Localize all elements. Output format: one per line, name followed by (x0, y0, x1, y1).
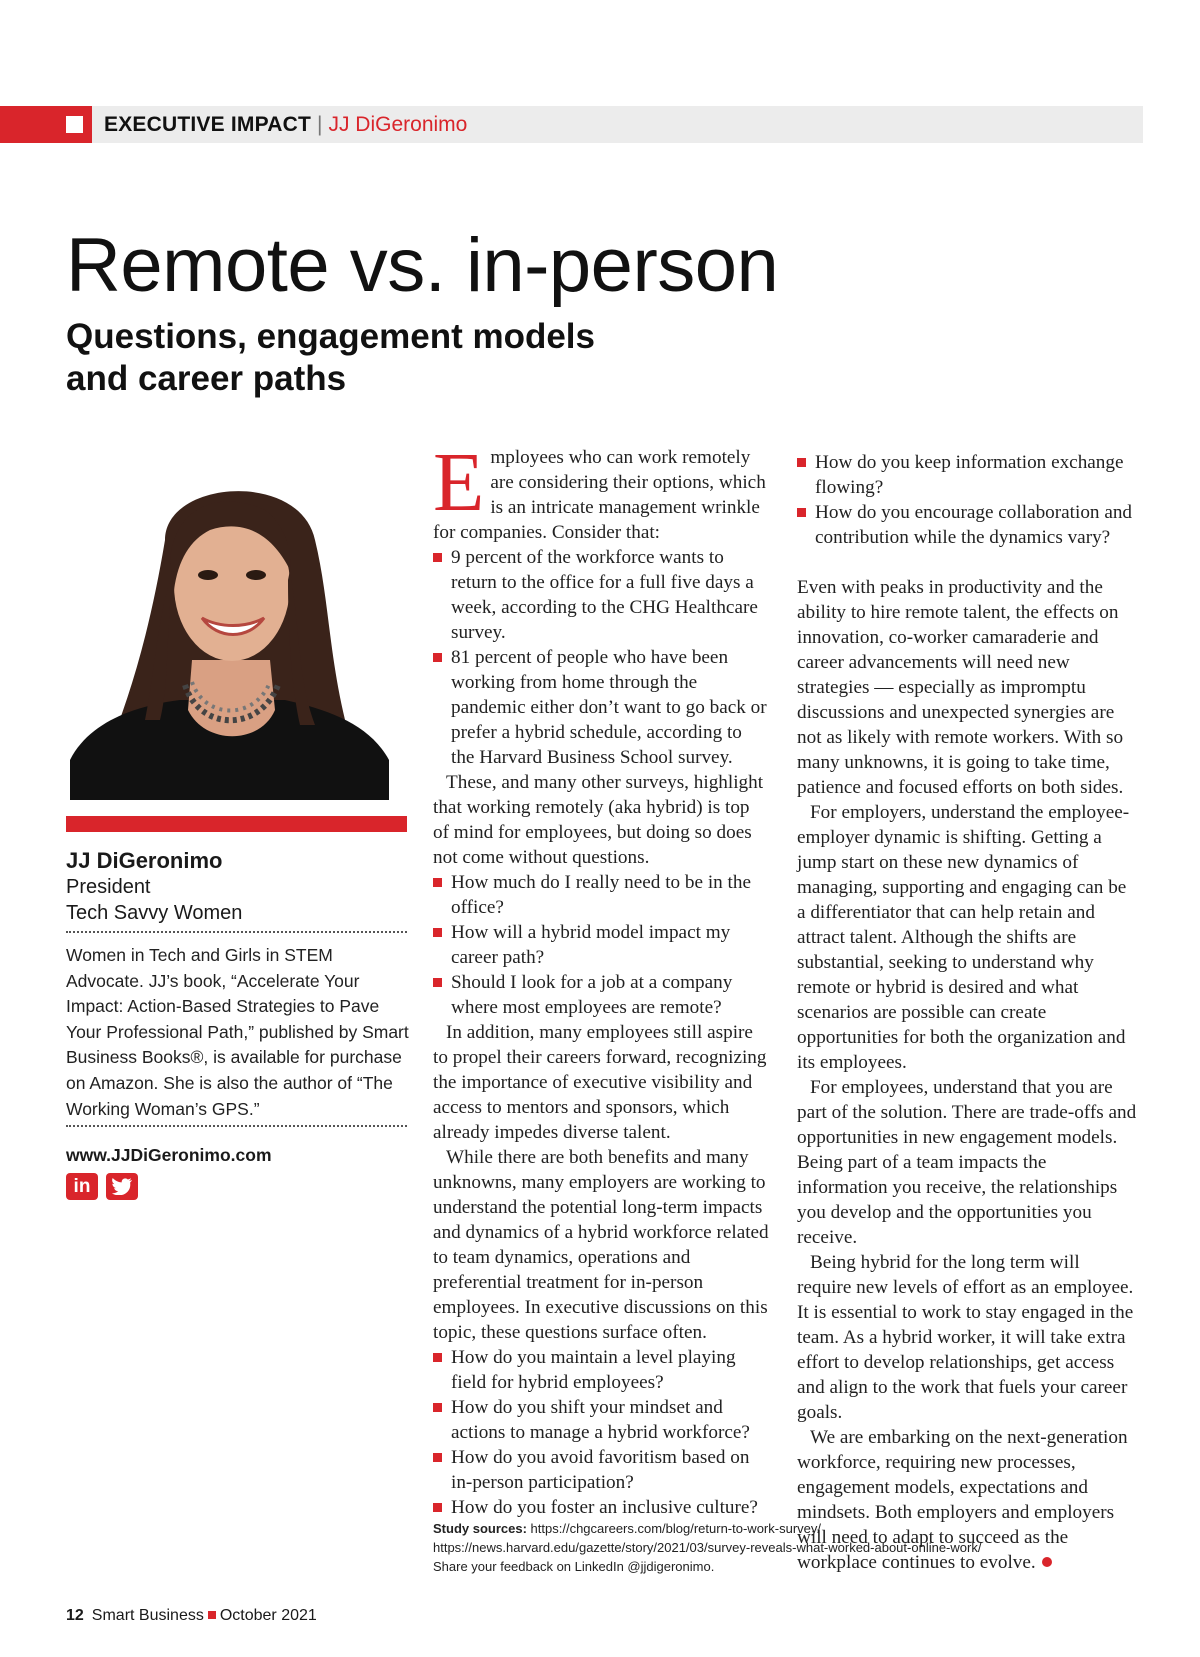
twitter-bird-glyph (112, 1178, 132, 1195)
spacer (797, 550, 1137, 575)
source-link-1[interactable]: https://chgcareers.com/blog/return-to-work-survey/ (530, 1521, 821, 1536)
list-item (797, 450, 1137, 500)
bio-divider-bottom (66, 1125, 407, 1127)
source-link-2[interactable]: https://news.harvard.edu/gazette/story/2021/03/survey-reveals-what-worked-about-online-work/ (433, 1540, 982, 1555)
feedback-line: Share your feedback on LinkedIn @jjdigeronimo. (433, 1559, 715, 1574)
header-square-icon (66, 116, 83, 133)
list-item-text: 81 percent of people who have been working from home through the pandemic either don’t want to go back or prefer a hybrid schedule, according to the Harvard Business School survey. (451, 647, 767, 768)
bullet-square-icon (433, 1453, 442, 1462)
list-item (433, 645, 770, 770)
body-paragraph: Being hybrid for the long term will require new levels of effort as an employee. It is essential to work to stay engaged in the team. As a hybrid worker, it will take extra effort to develop relationships, get access and align to the work that fuels your career goals. (797, 1252, 1134, 1423)
article-column-right (797, 450, 1137, 1575)
list-item-text: How much do I really need to be in the office? (451, 872, 751, 918)
bio-red-rule (66, 816, 407, 832)
closing-text: We are embarking on the next-generation workforce, requiring new processes, engagement models, expectations and mindsets. Both employers and employers will need to adapt to succeed as the workplace continues to evolve. (797, 1427, 1128, 1573)
intro-text: mployees who can work remotely are considering their options, which is an intricate management wrinkle for companies. Consider that: (433, 447, 766, 543)
footer-square-icon (208, 1611, 216, 1619)
intro-paragraph (433, 436, 770, 545)
issue-date: October 2021 (219, 1607, 317, 1624)
list-item (433, 970, 770, 1020)
header-section-label: EXECUTIVE IMPACT (104, 113, 311, 136)
list-item-text: How will a hybrid model impact my career path? (451, 922, 731, 968)
linkedin-icon[interactable]: in (66, 1173, 98, 1200)
list-item (797, 500, 1137, 550)
header-text (104, 106, 467, 143)
author-portrait (70, 470, 389, 800)
body-paragraph: While there are both benefits and many unknowns, many employers are working to understand the potential long-term impacts and dynamics of a hybrid workforce related to team dynamics, operations and preferential treatment for in-person employees. In executive discussions on this topic, these questions surface often. (433, 1147, 769, 1343)
bio-company: Tech Savvy Women (66, 902, 243, 924)
list-item-text: How do you maintain a level playing field for hybrid employees? (451, 1347, 736, 1393)
author-portrait-illustration (70, 470, 389, 800)
list-item-text: Should I look for a job at a company where most employees are remote? (451, 972, 733, 1018)
bio-name: JJ DiGeronimo (66, 848, 223, 873)
bullet-square-icon (433, 553, 442, 562)
list-item (433, 1495, 770, 1520)
bullet-square-icon (433, 653, 442, 662)
page-number: 12 (66, 1607, 84, 1624)
body-paragraph: For employees, understand that you are part of the solution. There are trade-offs and opportunities in new engagement models. Being part of a team impacts the information you receive, the relationships you develop and the opportunities you receive. (797, 1077, 1137, 1248)
study-sources (433, 1519, 1133, 1576)
body-paragraph: In addition, many employees still aspire to propel their careers forward, recognizing the importance of executive visibility and access to mentors and sponsors, which already impedes diverse talent. (433, 1022, 767, 1143)
list-item-text: How do you shift your mindset and actions to manage a hybrid workforce? (451, 1397, 750, 1443)
page-footer (66, 1607, 317, 1625)
header-separator: | (317, 113, 323, 136)
article-column-middle (433, 436, 770, 1520)
bullet-square-icon (433, 1353, 442, 1362)
body-paragraph: Even with peaks in productivity and the ability to hire remote talent, the effects on innovation, co-worker camaraderie and career advancements will need new strategies — especially as impromptu discussions and unexpected synergies are not as likely with remote workers. With so many unknowns, it is going to take time, patience and focused efforts on both sides. (797, 577, 1124, 798)
list-item (433, 545, 770, 645)
list-item (433, 920, 770, 970)
publication-name: Smart Business (91, 1607, 204, 1624)
list-item (433, 1445, 770, 1495)
list-item-text: How do you foster an inclusive culture? (451, 1497, 758, 1518)
list-item (433, 1345, 770, 1395)
bullet-square-icon (797, 508, 806, 517)
body-paragraph: These, and many other surveys, highlight that working remotely (aka hybrid) is top of mind for employees, but doing so does not come without questions. (433, 772, 764, 868)
twitter-icon[interactable] (106, 1173, 138, 1200)
list-item-text: How do you encourage collaboration and contribution while the dynamics vary? (815, 502, 1133, 548)
bullet-square-icon (797, 458, 806, 467)
bullet-square-icon (433, 878, 442, 887)
bio-role: President (66, 876, 151, 898)
list-item-text: How do you keep information exchange flowing? (815, 452, 1124, 498)
bio-description: Women in Tech and Girls in STEM Advocate. JJ’s book, “Accelerate Your Impact: Action-Based Strategies to Pave Your Professional Path,” published by Smart Business Books®, is available for purchase on Amazon. She is also the author of “The Working Woman’s GPS.” (66, 945, 409, 1119)
bullet-square-icon (433, 1403, 442, 1412)
bio-website-link[interactable]: www.JJDiGeronimo.com (66, 1145, 272, 1165)
bio-divider-top (66, 931, 407, 933)
sources-line-1 (433, 1519, 1133, 1538)
bullet-square-icon (433, 1503, 442, 1512)
list-item (433, 1395, 770, 1445)
body-paragraph: For employers, understand the employee-employer dynamic is shifting. Getting a jump start on these new dynamics of managing, supporting and engaging can be a differentiator that can help retain and attract talent. Although the shifts are substantial, seeking to understand why remote or hybrid is desired and what scenarios are possible can create opportunities for both the organization and its employees. (797, 802, 1130, 1073)
dropcap: E (433, 436, 485, 529)
header-accent-block (0, 106, 92, 143)
list-item-text: How do you avoid favoritism based on in-person participation? (451, 1447, 750, 1493)
section-header-bar (0, 106, 1143, 143)
article-title: Remote vs. in-person (66, 223, 779, 308)
bullet-square-icon (433, 928, 442, 937)
list-item (433, 870, 770, 920)
sources-label: Study sources: (433, 1521, 527, 1536)
article-subtitle: Questions, engagement models and career paths (66, 317, 595, 398)
list-item-text: 9 percent of the workforce wants to return to the office for a full five days a week, according to the CHG Healthcare survey. (451, 547, 758, 643)
bullet-square-icon (433, 978, 442, 987)
header-author: JJ DiGeronimo (328, 113, 468, 136)
